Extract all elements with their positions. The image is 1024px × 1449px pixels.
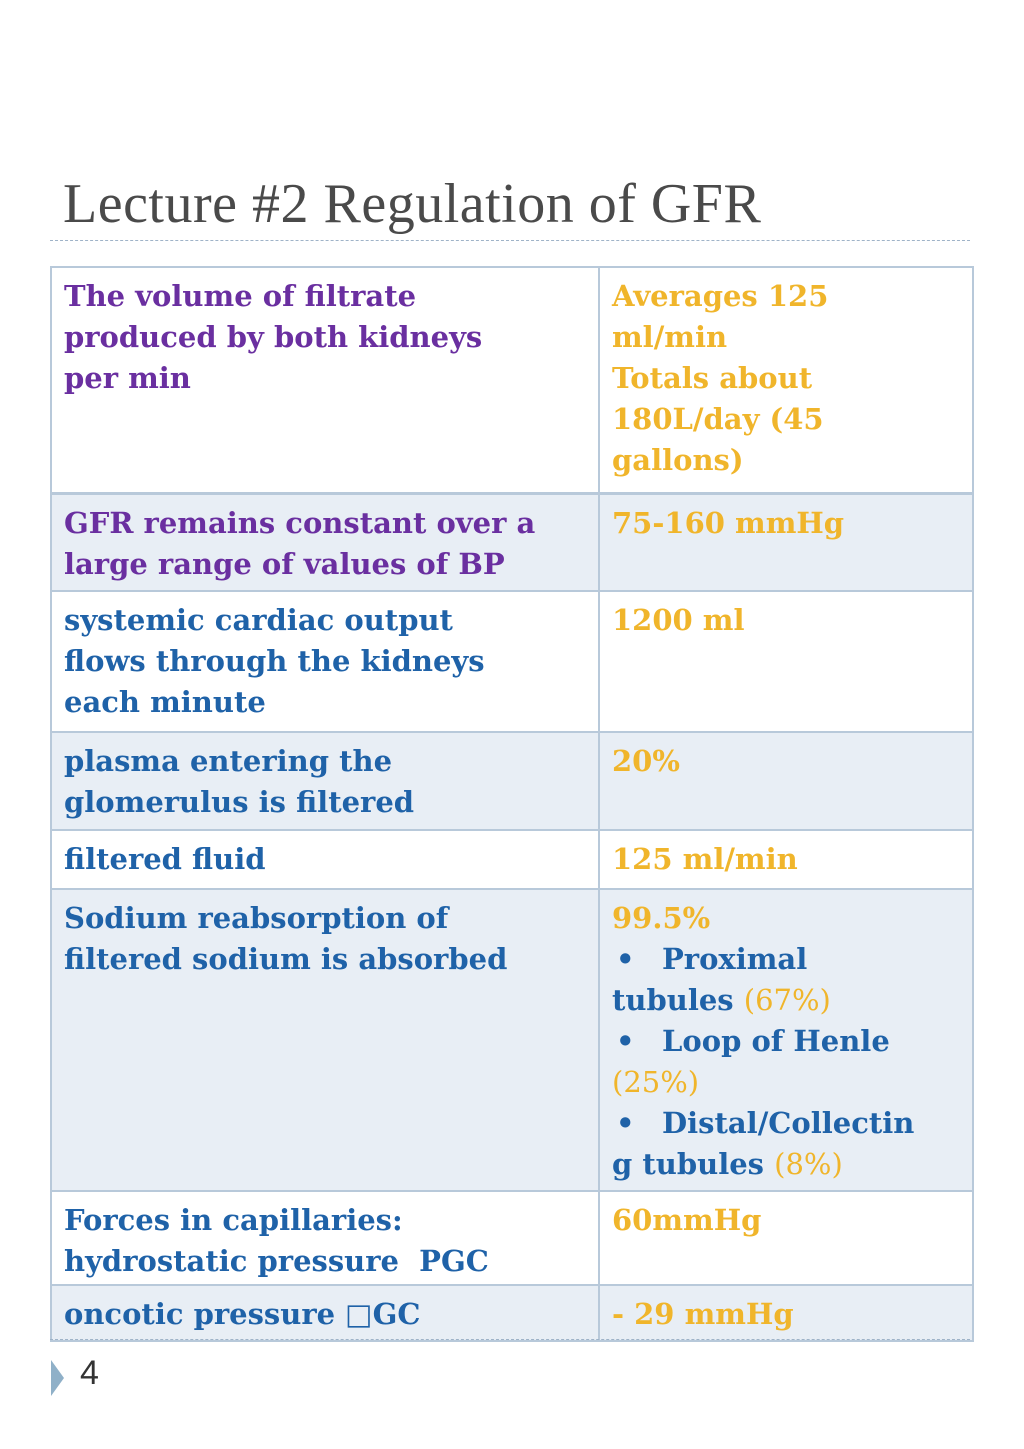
row-label [52,733,600,829]
bullet-dot: • [616,1106,635,1140]
bullet-item-cont [612,1144,960,1185]
row-value: 125 ml/min [612,842,798,876]
value-line: gallons) [612,443,744,477]
page-marker-icon [51,1360,64,1396]
value-line: Averages 125 [612,279,829,313]
value-line: ml/min [612,320,728,354]
slide-title: Lecture #2 Regulation of GFR [63,173,762,235]
value-line: 180L/day (45 [612,402,824,436]
row-value: 75-160 mmHg [612,506,845,540]
row-label: filtered fluid [52,831,600,888]
row-label-text: Sodium reabsorption of filtered sodium is absorbed [64,901,508,976]
table-row [52,733,972,831]
row-label-text: systemic cardiac output flows through the kidneys each minute [64,603,485,719]
table-row [52,268,972,495]
bullet-dot: • [616,942,635,976]
row-value: 60mmHg [612,1203,762,1237]
bullet-percent: (25%) [612,1065,700,1099]
row-value [600,890,972,1190]
value-line: Totals about [612,361,813,395]
row-label-text: The volume of filtrate produced by both kidneys per min [64,279,483,395]
bullet-label: Proximal [662,942,808,976]
bullet-item [612,939,960,980]
row-value: 20% [612,744,680,778]
row-label [52,890,600,1190]
bullet-label: Loop of Henle [662,1024,890,1058]
bullet-item-cont [612,1062,960,1103]
bullet-item [612,1021,960,1062]
row-label [52,1192,600,1284]
row-label: GFR remains constant over a large range of values of BP [52,495,600,590]
bullet-label: tubules [612,983,734,1017]
bullet-item-cont [612,980,960,1021]
title-divider [50,240,970,241]
table-row [52,1286,972,1342]
row-label-text: plasma entering the glomerulus is filtered [64,744,415,819]
row-value: - 29 mmHg [612,1297,794,1331]
footer-divider [50,1339,970,1340]
bullet-label: Distal/Collectin [662,1106,915,1140]
gfr-table [50,266,974,1342]
row-label: oncotic pressure □GC [52,1286,600,1340]
table-row [52,890,972,1192]
row-label-line: Forces in capillaries: [64,1203,403,1237]
page-number: 4 [80,1354,99,1392]
bullet-dot: • [616,1024,635,1058]
bullet-percent: (67%) [743,983,831,1017]
row-value: 1200 ml [612,603,745,637]
table-row [52,592,972,733]
table-row [52,1192,972,1286]
bullet-percent: (8%) [774,1147,843,1181]
row-label [52,268,600,492]
row-value [600,268,972,492]
sodium-total: 99.5% [612,901,711,935]
row-label [52,592,600,731]
bullet-item [612,1103,960,1144]
table-row [52,831,972,890]
row-label-line: hydrostatic pressure PGC [64,1244,489,1278]
bullet-label: g tubules [612,1147,765,1181]
table-row [52,495,972,592]
